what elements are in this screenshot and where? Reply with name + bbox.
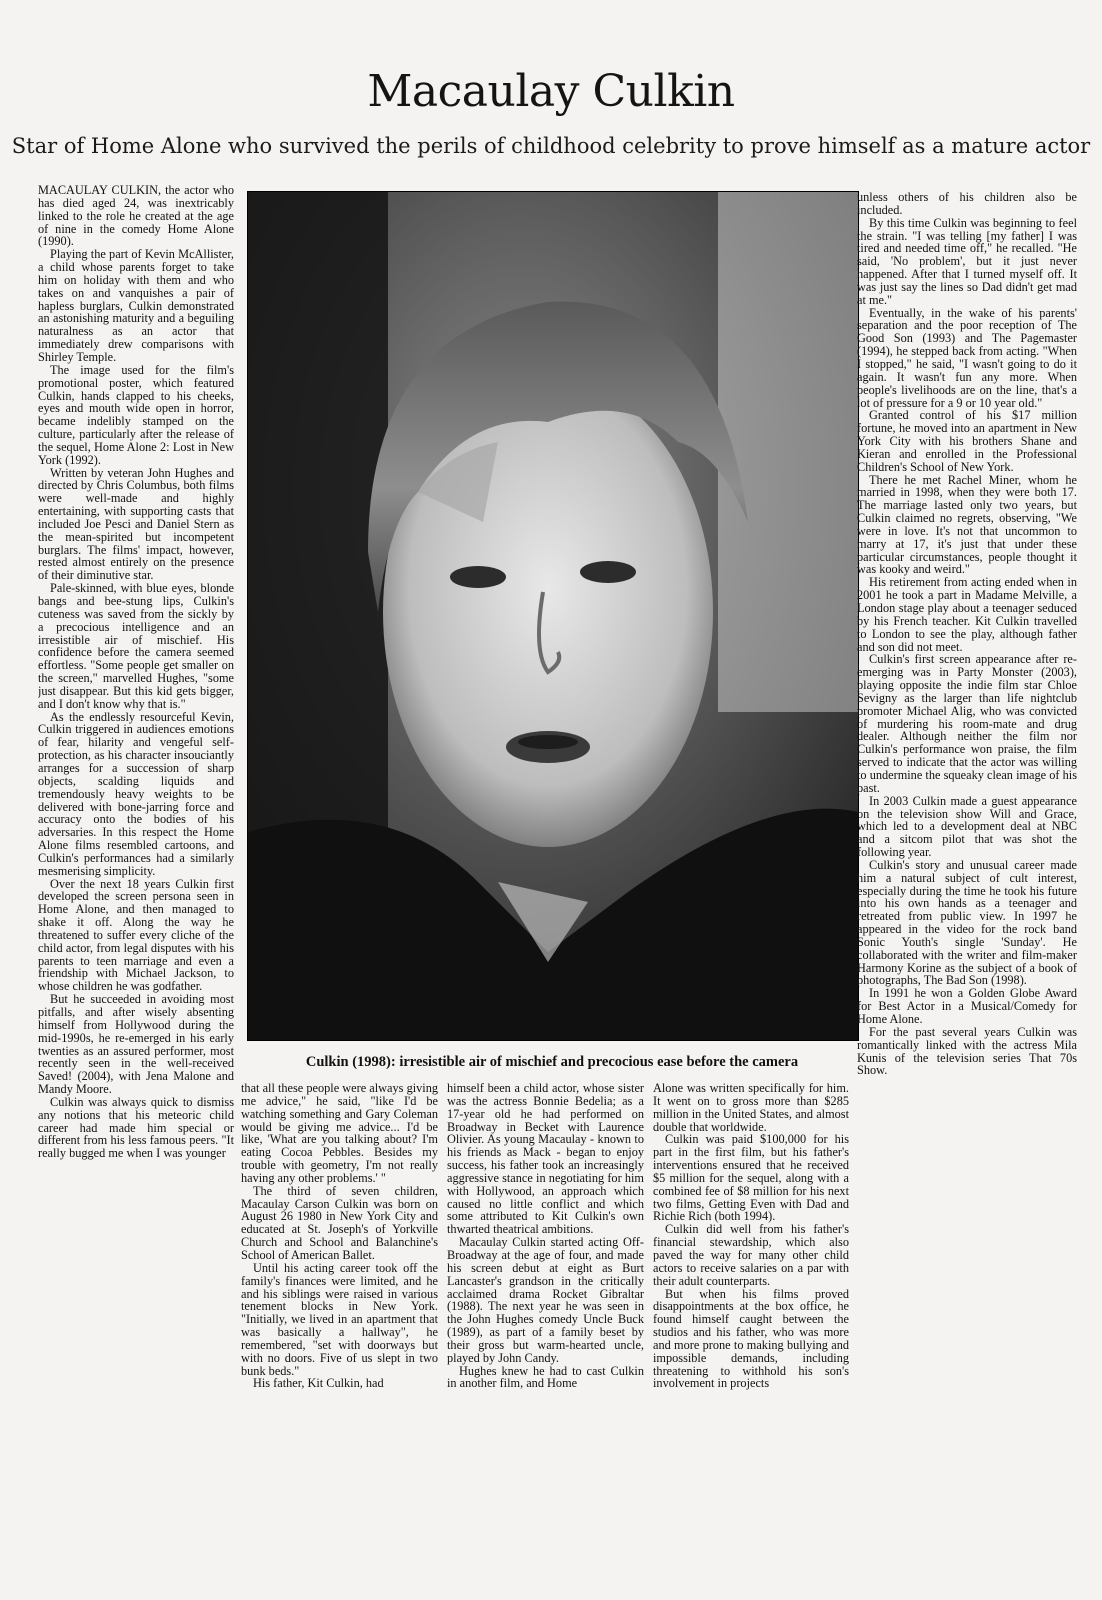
portrait-photo <box>247 191 859 1041</box>
paragraph: As the endlessly resourceful Kevin, Culkin triggered in audiences emotions of fear, hilarity and vengeful self-protection, as his character insouciantly arranges for a succession of sharp objects, scalding liquids and tremendously heavy weights to be delivered with bone-jarring force and accuracy onto the bodies of his adversaries. In this respect the Home Alone films resembled cartoons, and Culkin's performances had a similarly mesmerising simplicity. <box>38 709 234 878</box>
paragraph: Culkin did well from his father's financial stewardship, which also paved the way for many other child actors to receive salaries on a par with their adult counterparts. <box>653 1222 849 1288</box>
paragraph: But he succeeded in avoiding most pitfalls, and after wisely absenting himself from Hollywood during the mid-1990s, he re-emerged in his early twenties as an assured performer, most recently seen in the well-received Saved! (2004), with Jena Malone and Mandy Moore. <box>38 992 234 1097</box>
paragraph: Over the next 18 years Culkin first developed the screen persona seen in Home Alone, and then managed to shake it off. Along the way he threatened to suffer every cliche of the child actor, from legal disputes with his parents to teen marriage and even a friendship with Michael Jackson, to whose children he was godfather. <box>38 876 234 994</box>
photo-caption: Culkin (1998): irresistible air of mischief and precocious ease before the camera <box>305 1054 799 1070</box>
paragraph: Playing the part of Kevin McAllister, a child whose parents forget to take him on holiday with them and who takes on and vanquishes a pair of hapless burglars, Culkin demonstrated an astonishing maturity and a beguiling naturalness as an actor that immediately drew comparisons with Shirley Temple. <box>38 247 234 364</box>
paragraph: By this time Culkin was beginning to feel the strain. "I was telling [my father] I was tired and needed time off," he recalled. "He said, 'No problem', but it just never happened. After that I turned myself off. It was just say the lines so Dad didn't get mad at me." <box>857 215 1077 307</box>
paragraph: Culkin was paid $100,000 for his part in the first film, but his father's interventions ensured that he received $5 million for the sequel, along with a combined fee of $8 million for his next two films, Getting Even with Dad and Richie Rich (both 1994). <box>653 1132 849 1224</box>
paragraph: In 1991 he won a Golden Globe Award for Best Actor in a Musical/Comedy for Home Alone. <box>857 986 1077 1026</box>
paragraph: unless others of his children also be included. <box>857 191 1077 217</box>
paragraph: Culkin was always quick to dismiss any notions that his meteoric child career had made him special or different from his less famous peers. "It really bugged me when I was younger <box>38 1094 234 1161</box>
headline: Macaulay Culkin <box>367 66 735 117</box>
paragraph: Until his acting career took off the family's finances were limited, and he and his siblings were raised in various tenement blocks in New York. "Initially, we lived in an apartment that was basically a hallway", he remembered, "set with doorways but with no doors. Five of us slept in two bunk beds." <box>241 1260 438 1378</box>
paragraph: Eventually, in the wake of his parents' separation and the poor reception of The Good Son (1993) and The Pagemaster (1994), he stepped back from acting. "When I stopped," he said, "I wasn't going to do it again. It wasn't fun any more. When people's livelihoods are on the line, that's a lot of pressure for a 9 or 10 year old." <box>857 305 1077 410</box>
article-column-3 <box>447 1082 644 1572</box>
paragraph: Culkin's story and unusual career made him a natural subject of cult interest, especially during the time he took his future into his own hands as a teenager and retreated from public view. In 1997 he appeared in the video for the rock band Sonic Youth's single 'Sunday'. He collaborated with the writer and film-maker Harmony Korine as the subject of a book of photographs, The Bad Son (1998). <box>857 857 1077 988</box>
paragraph: Macaulay Culkin started acting Off-Broadway at the age of four, and made his screen debut at eight as Burt Lancaster's grandson in the critically acclaimed drama Rocket Gibraltar (1988). The next year he was seen in the John Hughes comedy Uncle Buck (1989), as part of a family beset by their gross but warm-hearted uncle, played by John Candy. <box>447 1235 644 1365</box>
paragraph: But when his films proved disappointments at the box office, he found himself caught between the studios and his father, who was more and more prone to making bullying and impossible demands, including threatening to withhold his son's involvement in projects <box>653 1286 849 1391</box>
article-column-5 <box>857 191 1077 1581</box>
article-column-1 <box>38 184 234 1584</box>
article-column-2 <box>241 1082 438 1572</box>
paragraph: His retirement from acting ended when in 2001 he took a part in Madame Melville, a London stage play about a teenager seduced by his French teacher. Kit Culkin travelled to London to see the play, although father and son did not meet. <box>857 575 1077 654</box>
paragraph: The third of seven children, Macaulay Carson Culkin was born on August 26 1980 in New York City and educated at St. Joseph's of Yorkville Church and School and Balanchine's School of American Ballet. <box>241 1183 438 1262</box>
paragraph: Hughes knew he had to cast Culkin in another film, and Home <box>447 1363 644 1391</box>
paragraph: MACAULAY CULKIN, the actor who has died aged 24, was inextricably linked to the role he created at the age of nine in the comedy Home Alone (1990). <box>38 184 234 249</box>
paragraph: For the past several years Culkin was romantically linked with the actress Mila Kunis of the television series That 70s Show. <box>857 1024 1077 1078</box>
paragraph: Written by veteran John Hughes and directed by Chris Columbus, both films were well-made and highly entertaining, with supporting casts that included Joe Pesci and Daniel Stern as the mean-spirited but incompetent burglars. The films' impact, however, rested almost entirely on the presence of their diminutive star. <box>38 465 234 583</box>
paragraph: Culkin's first screen appearance after re-emerging was in Party Monster (2003), playing opposite the indie film star Chloe Sevigny as the larger than life nightclub promoter Michael Alig, who was convicted of murdering his room-mate and drug dealer. Although neither the film nor Culkin's performance won praise, the film served to indicate that the actor was willing to undermine the squeaky clean image of his past. <box>857 652 1077 795</box>
paragraph: Alone was written specifically for him. It went on to gross more than $285 million in the United States, and almost double that worldwide. <box>653 1082 849 1134</box>
article-column-4 <box>653 1082 849 1572</box>
paragraph: Pale-skinned, with blue eyes, blonde bangs and bee-stung lips, Culkin's cuteness was saved from the sickly by a precocious intelligence and an irresistible air of mischief. His confidence before the camera seemed effortless. "Some people get smaller on the screen," marvelled Hughes, "some just disappear. But this kid gets bigger, and I don't know why that is." <box>38 581 234 711</box>
paragraph: himself been a child actor, whose sister was the actress Bonnie Bedelia; as a 17-year old he had performed on Broadway in Becket with Laurence Olivier. As young Macaulay - known to his friends as Mack - began to enjoy success, his father took an increasingly aggressive stance in negotiating for him with Hollywood, an approach which caused no little conflict and which some attributed to Kit Culkin's own thwarted theatrical ambitions. <box>447 1082 644 1237</box>
paragraph: His father, Kit Culkin, had <box>253 1376 384 1391</box>
paragraph: Granted control of his $17 million fortune, he moved into an apartment in New York City with his brothers Shane and Kieran and enrolled in the Professional Children's School of New York. <box>857 408 1077 474</box>
paragraph: that all these people were always giving me advice," he said, "like I'd be watching something and Gary Coleman would be giving me advice... I'd be like, 'What are you talking about? I'm eating Cocoa Pebbles. Besides my trouble with geometry, I'm not really having any other problems.' " <box>241 1082 438 1185</box>
paragraph: There he met Rachel Miner, whom he married in 1998, when they were both 17. The marriage lasted only two years, but Culkin claimed no regrets, observing, "We were in love. It's not that uncommon to marry at 17, it's just that under these particular circumstances, people thought it was kooky and weird." <box>857 472 1077 577</box>
paragraph: The image used for the film's promotional poster, which featured Culkin, hands clapped to his cheeks, eyes and mouth wide open in horror, became indelibly stamped on the culture, particularly after the release of the sequel, Home Alone 2: Lost in New York (1992). <box>38 362 234 467</box>
paragraph: In 2003 Culkin made a guest appearance on the television show Will and Grace, which led to a development deal at NBC and a sitcom pilot that was shot the following year. <box>857 793 1077 860</box>
subheadline: Star of Home Alone who survived the perils of childhood celebrity to prove himself as a mature actor <box>11 134 1091 158</box>
